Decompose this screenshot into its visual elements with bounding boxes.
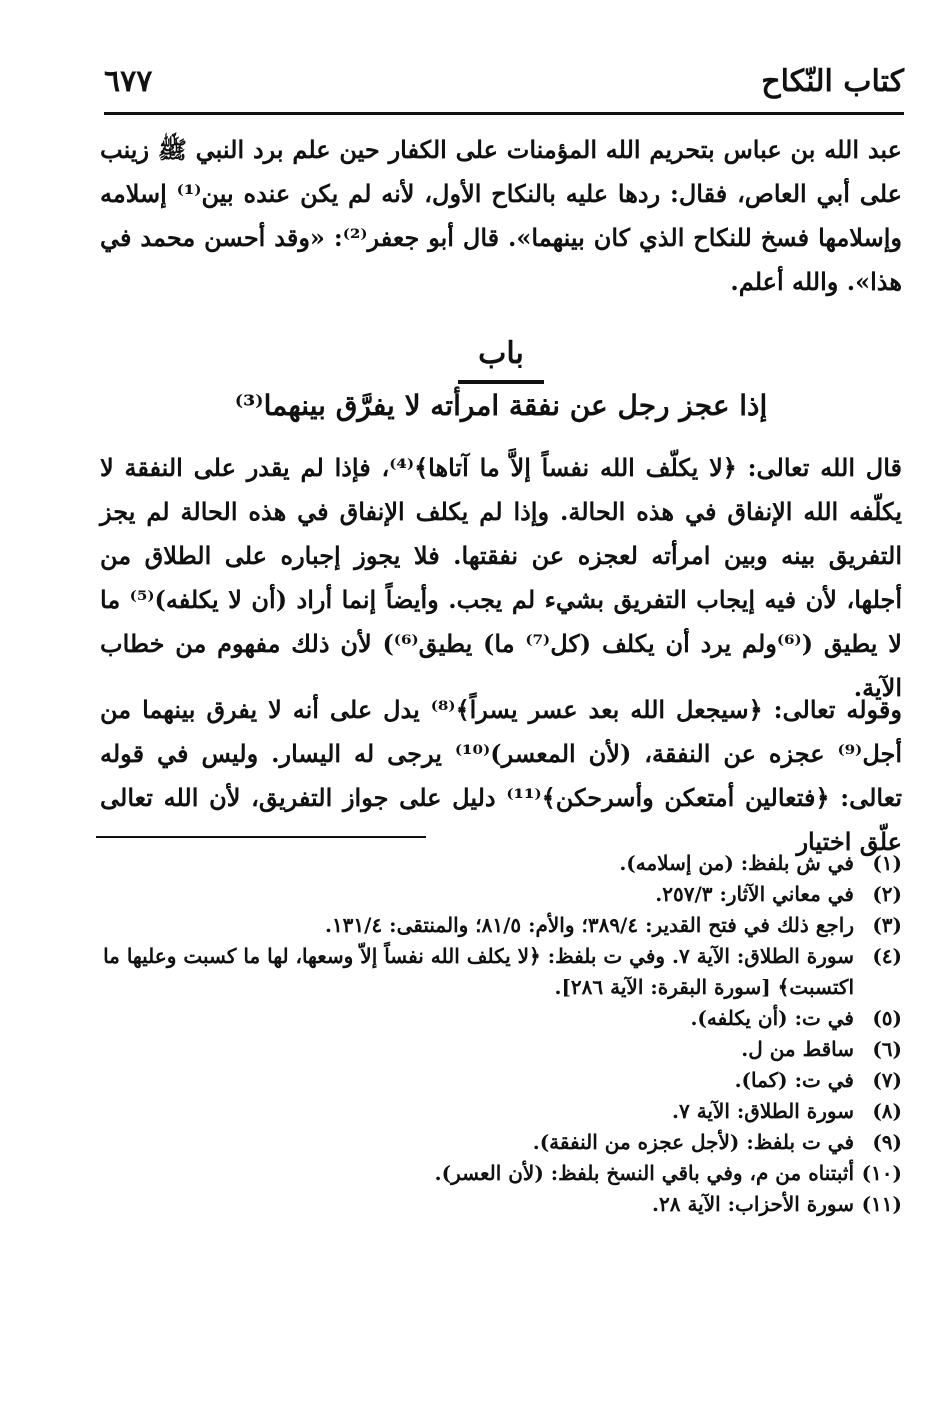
footnote-number: (٤): [872, 944, 902, 968]
footnote-number: (٩): [872, 1130, 902, 1154]
footnote-text: سورة الطلاق: الآية ٧. وفي ت بلفظ: ﴿لا يكلف الله نفساً إلاّ وسعها، لها ما كسبت وعليها ما اكتسبت﴾ [سورة البقرة: الآية ٢٨٦].: [103, 944, 854, 999]
footnote-number: (٧): [872, 1068, 902, 1092]
footnote-text: ساقط من ل.: [741, 1037, 854, 1061]
footnote-number: (١): [872, 851, 902, 875]
bab-heading: [100, 334, 902, 384]
footnote-item: [100, 1127, 902, 1158]
footnote-number: (٣): [872, 913, 902, 937]
page-header: [104, 60, 904, 108]
body-paragraph-1: قال الله تعالى: ﴿لا يكلّف الله نفساً إلاَّ ما آتاها﴾⁽⁴⁾، فإذا لم يقدر على النفقة لا يكلّفه الله الإنفاق في هذه الحالة. وإذا لم يكلف الإنفاق في هذه الحالة لم يجز التفريق بينه وبين امرأته لعجزه عن نفقتها. فلا يجوز إجباره على الطلاق من أجلها، لأن فيه إيجاب التفريق بشيء لم يجب. وأيضاً إنما أراد (أن لا يكلفه)⁽⁵⁾ ما لا يطيق (⁽⁶⁾ولم يرد أن يكلف (كل⁽⁷⁾ ما) يطيق⁽⁶⁾) لأن ذلك مفهوم من خطاب الآية.: [100, 453, 903, 702]
chapter-title: إذا عجز رجل عن نفقة امرأته لا يفرَّق بينهما⁽³⁾: [234, 389, 768, 422]
footnotes-rule: [96, 836, 426, 838]
footnote-text: أثبتناه من م، وفي باقي النسخ بلفظ: (لأن العسر).: [434, 1161, 854, 1185]
footnote-number: (١١): [861, 1192, 902, 1216]
bab-label: باب: [478, 336, 524, 371]
footnote-text: سورة الطلاق: الآية ٧.: [672, 1099, 854, 1123]
footnote-item: [100, 910, 902, 941]
footnote-number: (١٠): [861, 1161, 902, 1185]
footnote-item: [100, 879, 902, 910]
footnote-text: في ت بلفظ: (لأجل عجزه من النفقة).: [532, 1130, 854, 1154]
footnote-item: [100, 941, 902, 1003]
footnote-text: في ت: (كما).: [734, 1068, 854, 1092]
footnote-item: [100, 1096, 902, 1127]
footnote-item: [100, 1189, 902, 1220]
footnote-item: [100, 1158, 902, 1189]
footnote-item: [100, 1003, 902, 1034]
body-paragraph-2: وقوله تعالى: ﴿سيجعل الله بعد عسر يسراً﴾⁽⁸⁾ يدل على أنه لا يفرق بينهما من أجل⁽⁹⁾ عجزه عن النفقة، (لأن المعسر)⁽¹⁰⁾ يرجى له اليسار. وليس في قوله تعالى: ﴿فتعالين أمتعكن وأسرحكن﴾⁽¹¹⁾ دليل على جواز التفريق، لأن الله تعالى علّق اختيار: [100, 695, 902, 856]
running-title: كتاب النّكاح: [761, 64, 904, 99]
footnote-number: (٨): [872, 1099, 902, 1123]
footnote-text: في ت: (أن يكلفه).: [690, 1006, 854, 1030]
footnote-item: [100, 1034, 902, 1065]
footnote-text: سورة الأحزاب: الآية ٢٨.: [652, 1192, 854, 1216]
footnote-text: في ش بلفظ: (من إسلامه).: [619, 851, 854, 875]
footnote-text: راجع ذلك في فتح القدير: ٣٨٩/٤؛ والأم: ٨١/٥؛ والمنتقى: ١٣١/٤.: [324, 913, 854, 937]
footnote-text: في معاني الآثار: ٢٥٧/٣.: [655, 882, 854, 906]
footnote-number: (٢): [872, 882, 902, 906]
footnote-number: (٥): [872, 1006, 902, 1030]
header-rule: [104, 112, 904, 115]
footnote-number: (٦): [872, 1037, 902, 1061]
footnote-item: [100, 848, 902, 879]
intro-paragraph: عبد الله بن عباس بتحريم الله المؤمنات على الكفار حين علم برد النبي ﷺ زينب على أبي العاص، فقال: ردها عليه بالنكاح الأول، لأنه لم يكن عنده بين⁽¹⁾ إسلامه وإسلامها فسخ للنكاح الذي كان بينهما». قال أبو جعفر⁽²⁾: «وقد أحسن محمد في هذا». والله أعلم.: [100, 135, 902, 296]
footnotes-list: [100, 848, 902, 1220]
page-number: ٦٧٧: [104, 64, 153, 99]
footnote-item: [100, 1065, 902, 1096]
